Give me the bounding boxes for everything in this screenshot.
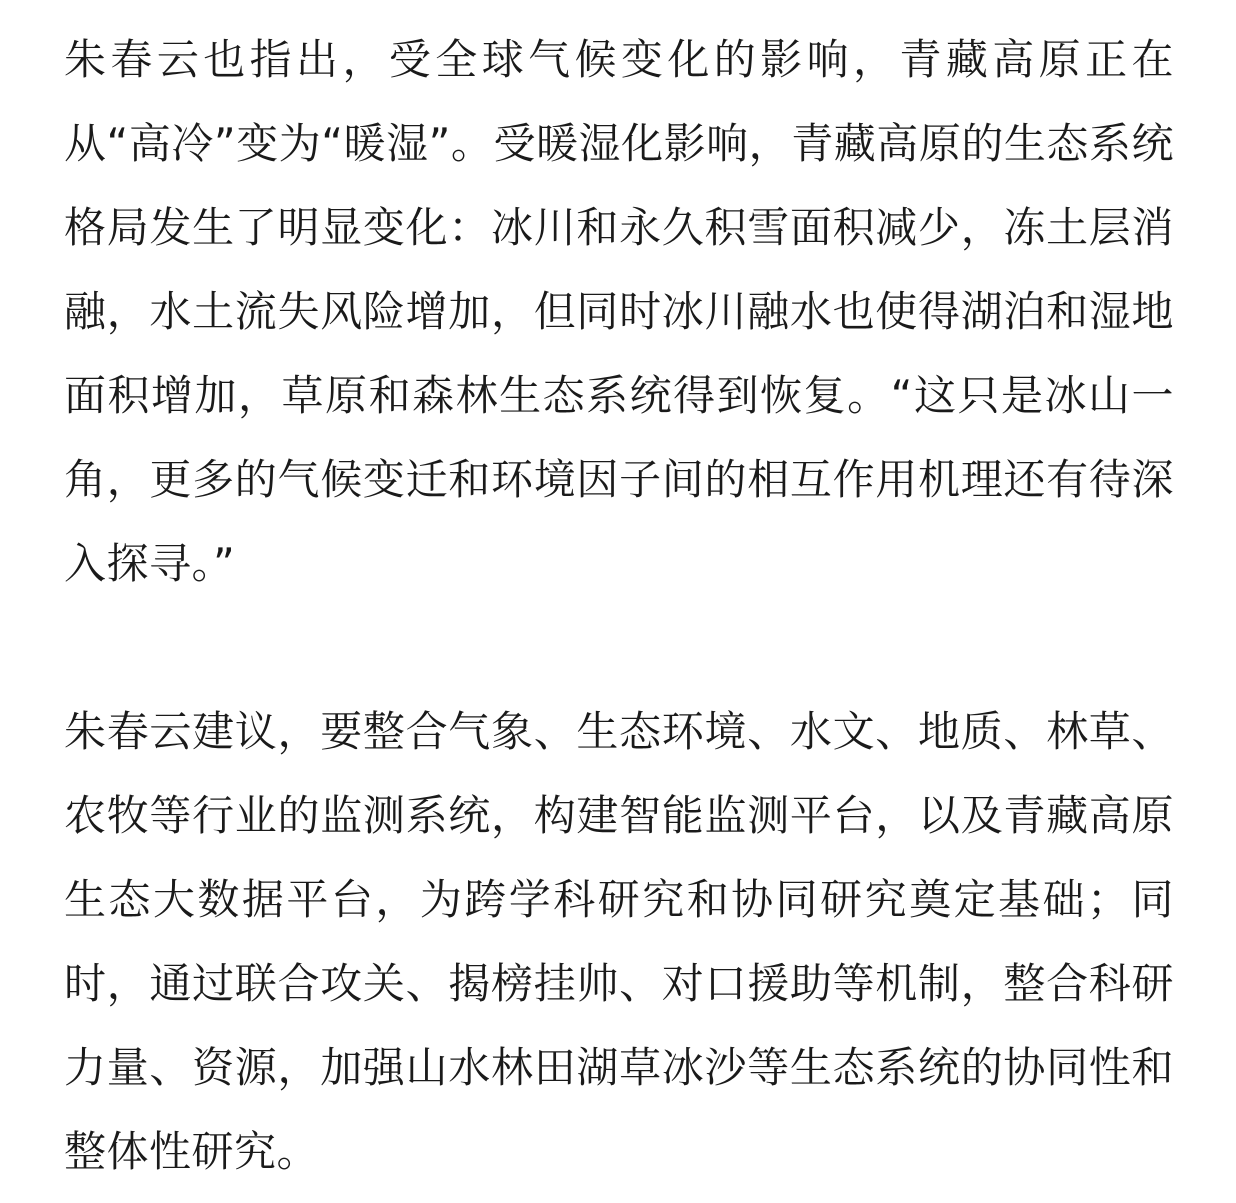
article-body [64, 18, 1174, 1194]
paragraph-2: 朱春云建议，要整合气象、生态环境、水文、地质、林草、农牧等行业的监测系统，构建智能监测平台，以及青藏高原生态大数据平台，为跨学科研究和协同研究奠定基础；同时，通过联合攻关、揭榜挂帅、对口援助等机制，整合科研力量、资源，加强山水林田湖草冰沙等生态系统的协同性和整体性研究。 [64, 707, 1174, 1176]
paragraph-spacer [64, 606, 1174, 690]
paragraph-1: 朱春云也指出，受全球气候变化的影响，青藏高原正在从“高冷”变为“暖湿”。受暖湿化影响，青藏高原的生态系统格局发生了明显变化：冰川和永久积雪面积减少，冻土层消融，水土流失风险增加，但同时冰川融水也使得湖泊和湿地面积增加，草原和森林生态系统得到恢复。“这只是冰山一角，更多的气候变迁和环境因子间的相互作用机理还有待深入探寻。” [64, 35, 1174, 588]
